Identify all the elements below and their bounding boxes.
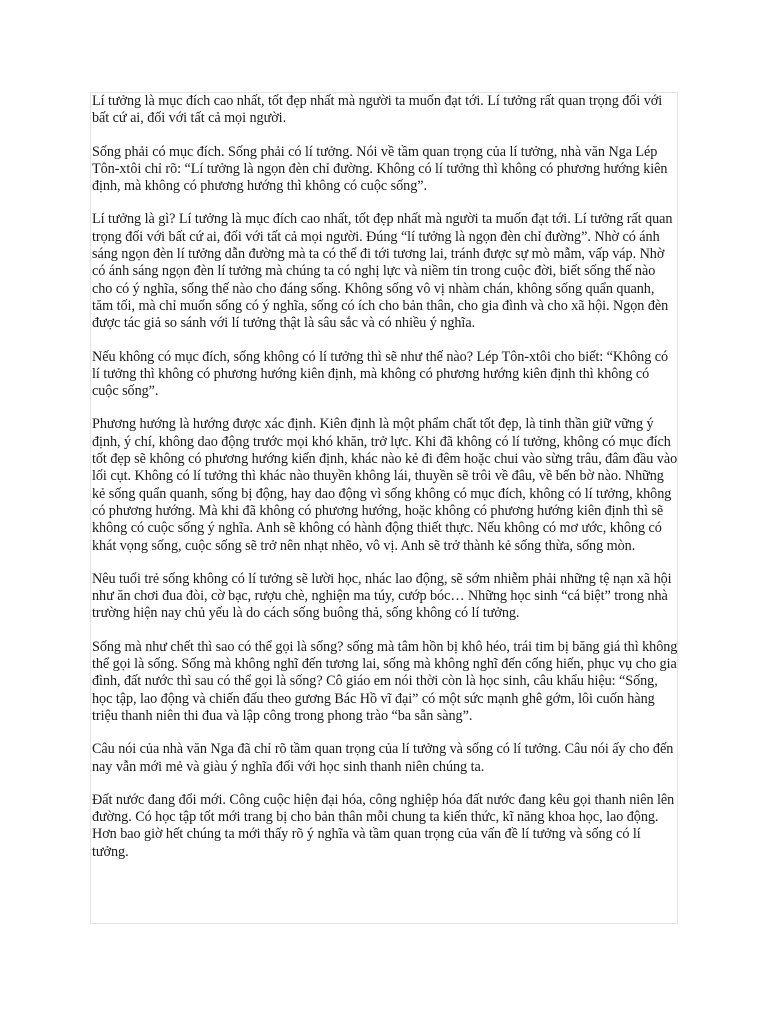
paragraph-3: Lí tưởng là gì? Lí tưởng là mục đích cao nhất, tốt đẹp nhất mà người ta muốn đạt tới. Lí tưởng rất quan trọng đối với bất cứ ai, đối với tất cả mọi người. Đúng “lí tưởng là ngọn đèn chỉ đường”. Nhờ có ánh sáng ngọn đèn lí tưởng dẫn đường mà ta có thể đi tới tương lai, tránh được sự mò mẫm, vấp váp. Nhờ có ánh sáng ngọn đèn lí tưởng mà chúng ta có nghị lực và niềm tin trong cuộc đời, biết sống thế nào cho có ý nghĩa, sống thế nào cho đáng sống. Không sống vô vị nhàm chán, không sống quẩn quanh, tăm tối, mà chỉ muốn sống có ý nghĩa, sống có ích cho bản thân, cho gia đình và cho xã hội. Ngọn đèn được tác giả so sánh với lí tưởng thật là sâu sắc và có nhiều ý nghĩa. (92, 211, 673, 332)
paragraph-6: Nêu tuổi trẻ sống không có lí tưởng sẽ lười học, nhác lao động, sẽ sớm nhiễm phải những tệ nạn xã hội như ăn chơi đua đòi, cờ bạc, rượu chè, nghiện ma túy, cướp bóc… Những học sinh “cá biệt” trong nhà trường hiện nay chủ yếu là do cách sống buông thả, sống không có lí tưởng. (92, 570, 672, 622)
paragraph-2: Sống phải có mục đích. Sống phải có lí tưởng. Nói về tầm quan trọng của lí tưởng, nhà văn Nga Lép Tôn-xtôi chỉ rõ: “Lí tưởng là ngọn đèn chỉ đường. Không có lí tưởng thì không có phương hướng kiên định, mà không có phương hướng thì không có cuộc sống”. (92, 143, 668, 195)
paragraph-9: Đất nước đang đổi mới. Công cuộc hiện đại hóa, công nghiệp hóa đất nước đang kêu gọi thanh niên lên đường. Có học tập tốt mới trang bị cho bản thân mỗi chung ta kiến thức, kĩ năng khoa học, lao động. Hơn bao giờ hết chúng ta mới thấy rõ ý nghĩa và tầm quan trọng của vấn đề lí tưởng và sống có lí tưởng. (92, 791, 675, 860)
paragraph-4: Nếu không có mục đích, sống không có lí tưởng thì sẽ như thế nào? Lép Tôn-xtôi cho biết: “Không có lí tưởng thì không có phương hướng kiên định, mà không có phương hướng kiên định thì không có cuộc sống”. (92, 348, 669, 400)
paragraph-1: Lí tưởng là mục đích cao nhất, tốt đẹp nhất mà người ta muốn đạt tới. Lí tưởng rất quan trọng đối với bất cứ ai, đối với tất cả mọi người. (92, 93, 663, 127)
document-body (92, 93, 678, 877)
paragraph-8: Câu nói của nhà văn Nga đã chỉ rõ tầm quan trọng của lí tưởng và sống có lí tưởng. Câu nói ấy cho đến nay vẫn mới mẻ và giàu ý nghĩa đối với học sinh thanh niên chúng ta. (92, 741, 674, 775)
paragraph-7: Sống mà như chết thì sao có thể gọi là sống? sống mà tâm hồn bị khô héo, trái tim bị băng giá thì không thể gọi là sống. Sống mà không nghĩ đến tương lai, sống mà không nghĩ đến cống hiến, phục vụ cho gia đình, đất nước thì sau có thể gọi là sống? Cô giáo em nói thời còn là học sinh, câu khẩu hiệu: “Sống, học tập, lao động và chiến đấu theo gương Bác Hồ vĩ đại” có một sức mạnh ghê gớm, lôi cuốn hàng triệu thanh niên thi đua và lập công trong phong trào “ba sẵn sàng”. (92, 638, 678, 724)
paragraph-5: Phương hướng là hướng được xác định. Kiên định là một phẩm chất tốt đẹp, là tinh thần giữ vững ý định, ý chí, không dao động trước mọi khó khăn, trở lực. Khi đã không có lí tưởng, không có mục đích tốt đẹp sẽ không có phương hướng kiến định, khác nào kẻ đi đêm hoặc chui vào sừng trâu, đâm đầu vào lối cụt. Không có lí tưởng thì khác nào thuyền không lái, thuyền sẽ trôi về đâu, về bến bờ nào. Những kẻ sống quẩn quanh, sống bị động, hay dao động vì sống không có mục đích, không có lí tưởng, không có phương hướng. Mà khi đã không có phương hướng, hoặc không có phương hướng kiên định thì sẽ không có cuộc sống ý nghĩa. Anh sẽ không có hành động thiết thực. Nếu không có mơ ước, không có khát vọng sống, cuộc sống sẽ trở nên nhạt nhẽo, vô vị. Anh sẽ trở thành kẻ sống thừa, sống mòn. (92, 416, 678, 554)
